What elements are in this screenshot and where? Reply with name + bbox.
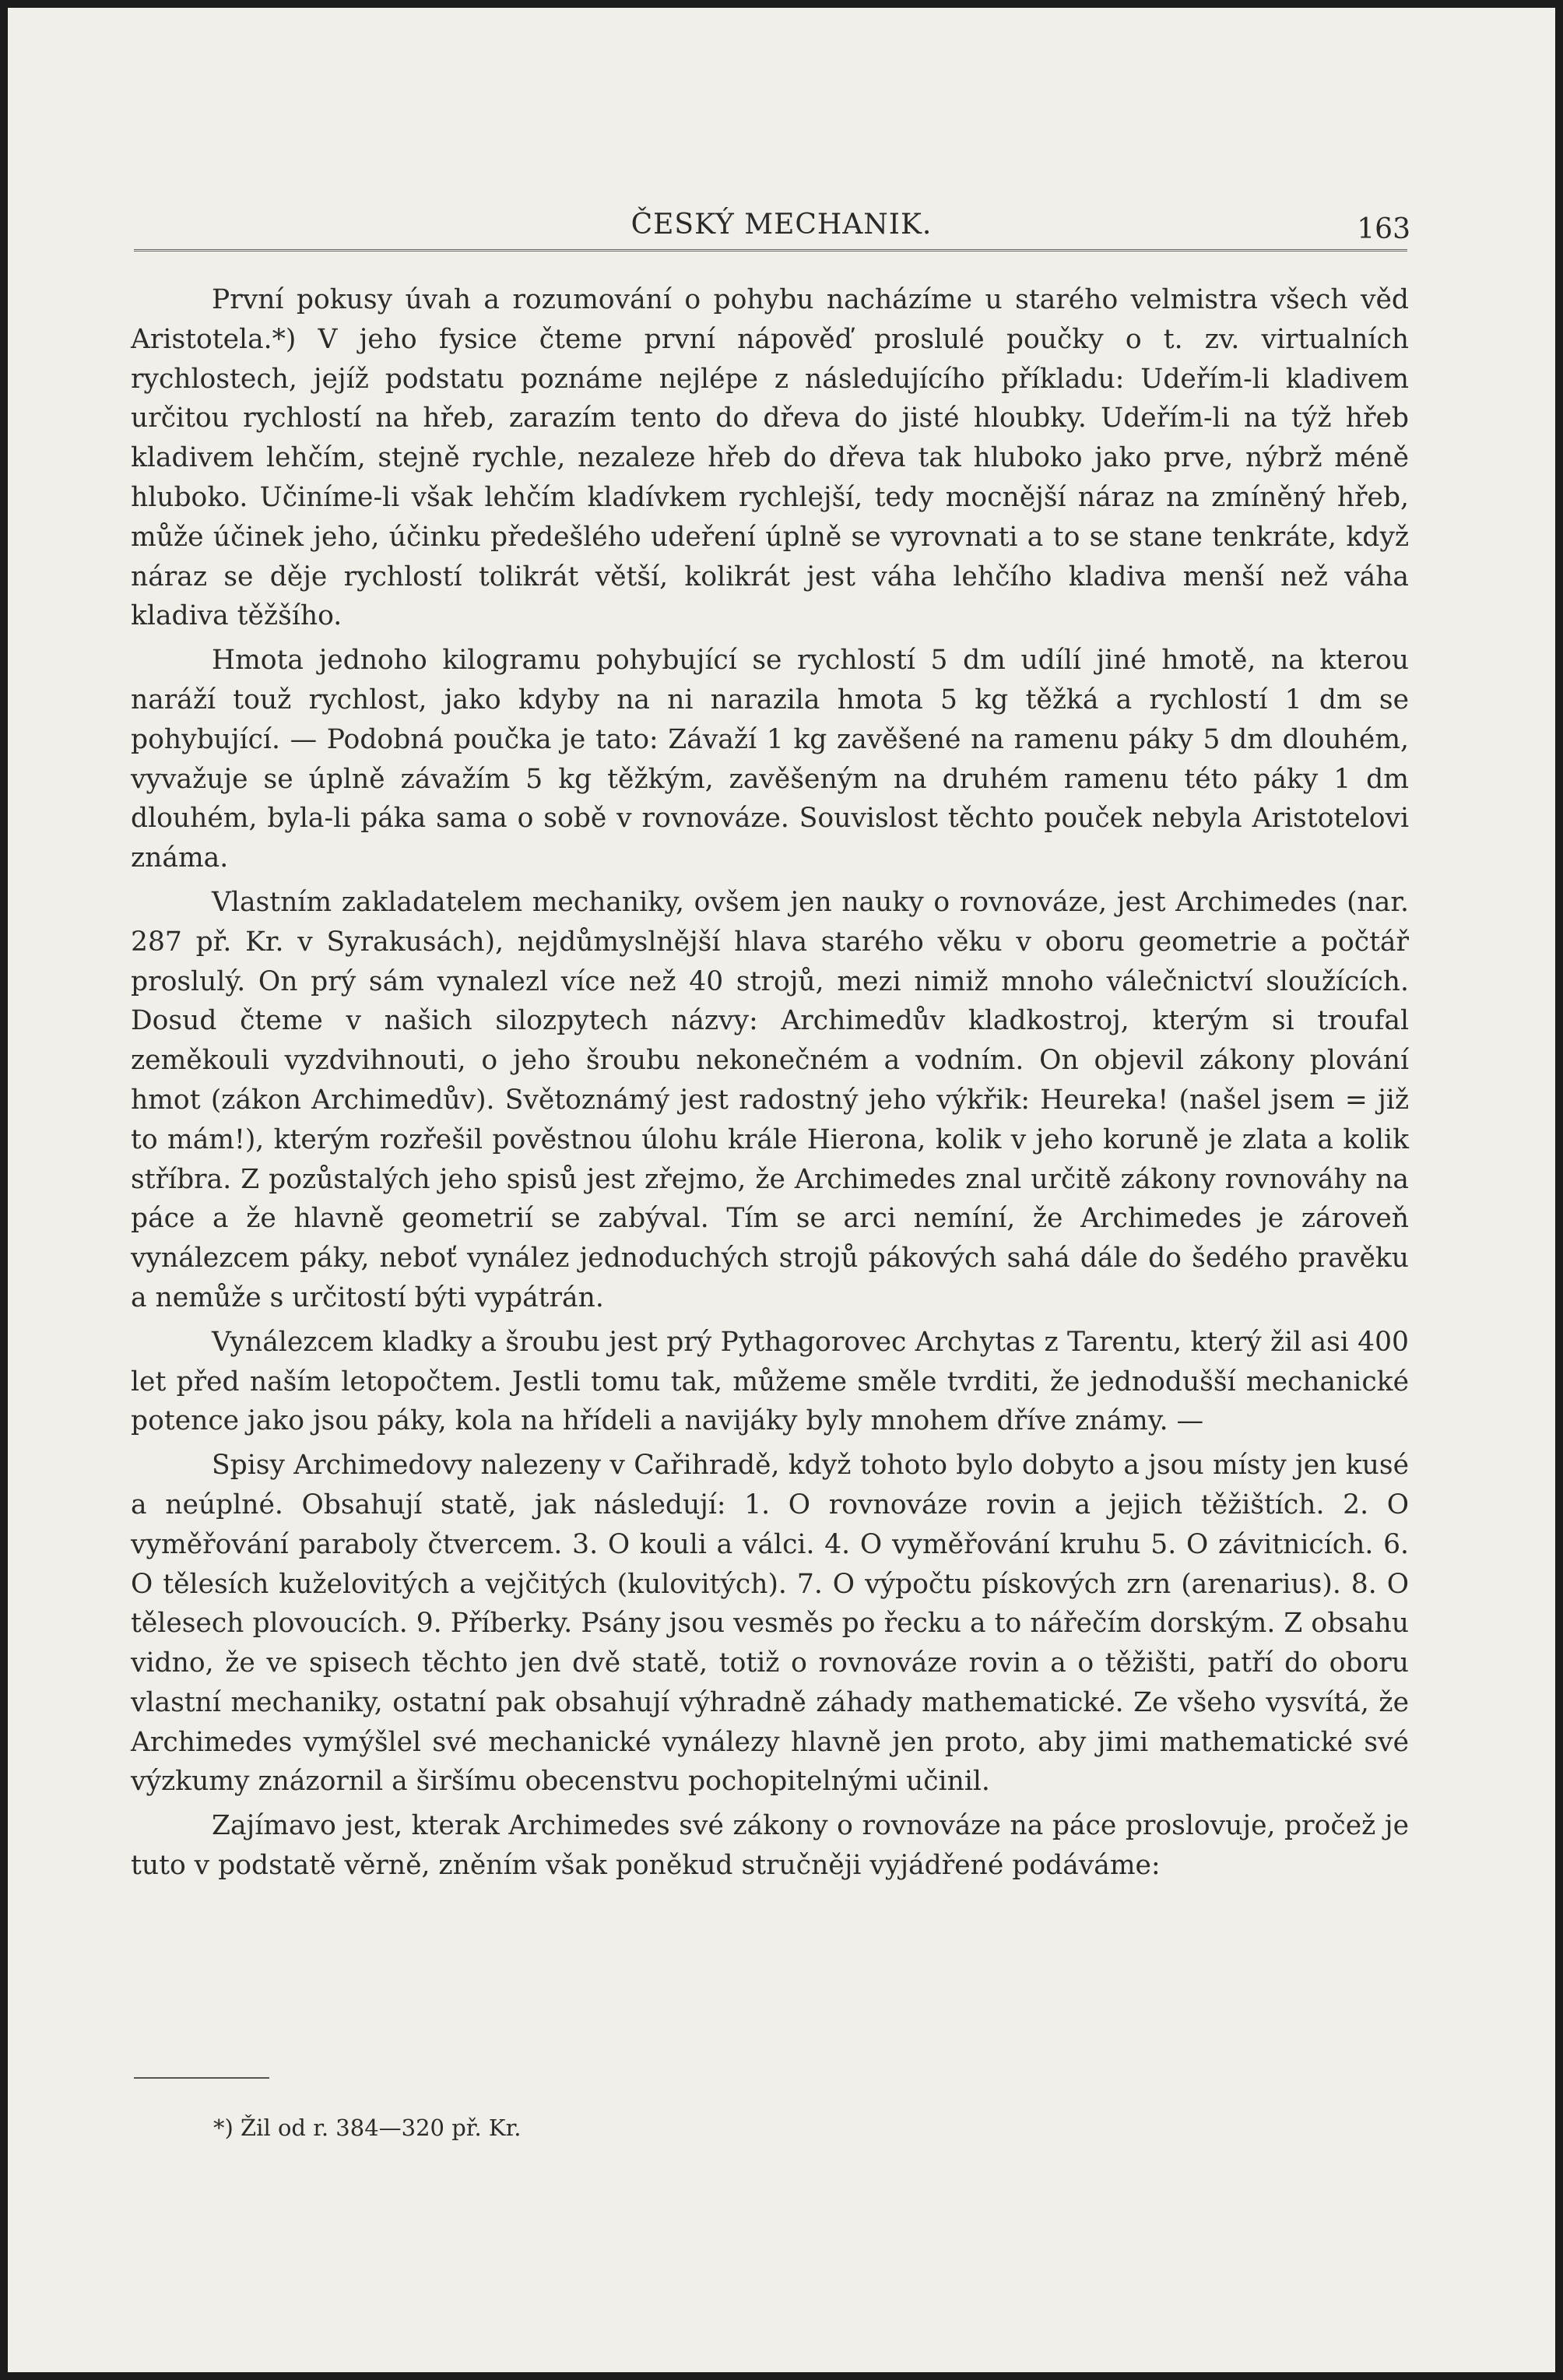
running-title: ČESKÝ MECHANIK. xyxy=(630,209,933,241)
body-text xyxy=(131,280,1409,1890)
paragraph: Vlastním zakladatelem mechaniky, ovšem jen nauky o rovnováze, jest Archimedes (nar. 287 př. Kr. v Syrakusách), nejdůmyslnější hlava starého věku v oboru geometrie a počtář proslulý. On prý sám vynalezl více než 40 strojů, mezi nimiž mnoho válečnictví sloužících. Dosud čteme v našich silozpytech názvy: Archimedův kladkostroj, kterým si troufal zeměkouli vyzdvihnouti, o jeho šroubu nekonečném a vodním. On objevil zákony plování hmot (zákon Archimedův). Světoznámý jest radostný jeho výkřik: Heureka! (našel jsem = již to mám!), kterým rozřešil pověstnou úlohu krále Hierona, kolik v jeho koruně je zlata a kolik stříbra. Z pozůstalých jeho spisů jest zřejmo, že Archimedes znal určitě zákony rovnováhy na páce a že hlavně geometrií se zabýval. Tím se arci nemíní, že Archimedes je zároveň vynálezcem páky, neboť vynález jednoduchých strojů pákových sahá dále do šedého pravěku a nemůže s určitostí býti vypátrán. xyxy=(131,886,1409,1313)
scanned-page xyxy=(8,8,1555,2372)
header-rule xyxy=(134,249,1407,251)
page-number: 163 xyxy=(1357,213,1410,245)
paragraph: Hmota jednoho kilogramu pohybující se rychlostí 5 dm udílí jiné hmotě, na kterou naráží touž rychlost, jako kdyby na ni narazila hmota 5 kg těžká a rychlostí 1 dm se pohybující. — Podobná poučka je tato: Závaží 1 kg zavěšené na ramenu páky 5 dm dlouhém, vyvažuje se úplně závažím 5 kg těžkým, zavěšeným na druhém ramenu této páky 1 dm dlouhém, byla-li páka sama o sobě v rovnováze. Souvislost těchto pouček nebyla Aristotelovi známa. xyxy=(131,645,1409,874)
page-header xyxy=(8,209,1555,248)
paragraph: Zajímavo jest, kterak Archimedes své zákony o rovnováze na páce proslovuje, pročež je tuto v podstatě věrně, zněním však poněkud stručněji vyjádřené podáváme: xyxy=(131,1810,1409,1882)
paragraph: Vynálezcem kladky a šroubu jest prý Pythagorovec Archytas z Tarentu, který žil asi 400 let před naším letopočtem. Jestli tomu tak, můžeme směle tvrditi, že jednodušší mechanické potence jako jsou páky, kola na hřídeli a navijáky byly mnohem dříve známy. — xyxy=(131,1326,1409,1437)
paragraph: První pokusy úvah a rozumování o pohybu nacházíme u starého velmistra všech věd Aristotela.*) V jeho fysice čteme první nápověď proslulé poučky o t. zv. virtualních rychlostech, jejíž podstatu poznáme nejlépe z následujícího příkladu: Udeřím-li kladivem určitou rychlostí na hřeb, zarazím tento do dřeva do jisté hloubky. Udeřím-li na týž hřeb kladivem lehčím, stejně rychle, nezaleze hřeb do dřeva tak hluboko jako prve, nýbrž méně hluboko. Učiníme-li však lehčím kladívkem rychlejší, tedy mocnější náraz na zmíněný hřeb, může účinek jeho, účinku předešlého udeření úplně se vyrovnati a to se stane tenkráte, když náraz se děje rychlostí tolikrát větší, kolikrát jest váha lehčího kladiva menší než váha kladiva těžšího. xyxy=(131,284,1409,632)
paragraph: Spisy Archimedovy nalezeny v Cařihradě, když tohoto bylo dobyto a jsou místy jen kusé a neúplné. Obsahují statě, jak následují: 1. O rovnováze rovin a jejich těžištích. 2. O vyměřování paraboly čtvercem. 3. O kouli a válci. 4. O vyměřování kruhu 5. O závitnicích. 6. O tělesích kuželovitých a vejčitých (kulovitých). 7. O výpočtu pískových zrn (arenarius). 8. O tělesech plovoucích. 9. Příberky. Psány jsou vesměs po řecku a to nářečím dorským. Z obsahu vidno, že ve spisech těchto jen dvě statě, totiž o rovnováze rovin a o těžišti, patří do oboru vlastní mechaniky, ostatní pak obsahují výhradně záhady mathematické. Ze všeho vysvítá, že Archimedes vymýšlel své mechanické vynálezy hlavně jen proto, aby jimi mathematické své výzkumy znázornil a širšímu obecenstvu pochopitelnými učinil. xyxy=(131,1450,1409,1798)
footnote: *) Žil od r. 384—320 př. Kr. xyxy=(213,2115,522,2141)
footnote-rule xyxy=(134,2077,269,2079)
